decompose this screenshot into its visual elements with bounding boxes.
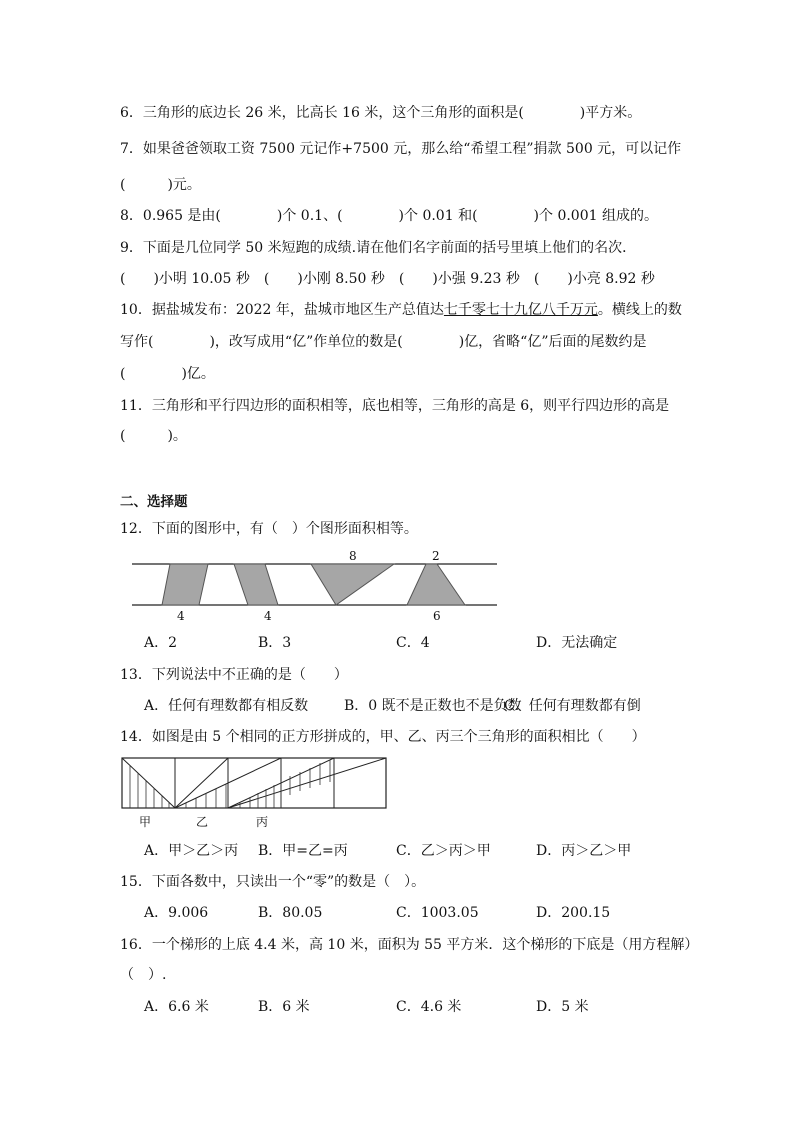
q12-option-a: A．2 [144, 635, 178, 651]
q15-option-d: D．200.15 [536, 905, 611, 921]
q12-label-4b: 4 [264, 609, 272, 623]
question-8: 8．0.965 是由( )个 0.1、( )个 0.01 和( )个 0.001 组成的。 [120, 208, 658, 224]
question-11-line-1: 11．三角形和平行四边形的面积相等，底也相等，三角形的高是 6，则平行四边形的高是 [120, 398, 670, 414]
question-6: 6．三角形的底边长 26 米，比高长 16 米，这个三角形的面积是( )平方米。 [120, 105, 642, 121]
q14-triangle-bing-edge [228, 758, 386, 808]
q12-label-6: 6 [433, 609, 441, 623]
question-7-line-2: ( )元。 [120, 177, 201, 193]
question-7-line-1: 7．如果爸爸领取工资 7500 元记作+7500 元，那么给“希望工程”捐款 500 元，可以记作 [120, 141, 682, 157]
question-16-stem-line-1: 16．一个梯形的上底 4.4 米，高 10 米，面积为 55 平方米．这个梯形的下底是（用方程解） [120, 937, 699, 953]
q16-option-d: D．5 米 [536, 999, 589, 1015]
q10-text-b: 。横线上的数 [597, 302, 682, 318]
question-9-line-2: ( )小明 10.05 秒 ( )小刚 8.50 秒 ( )小强 9.23 秒 ( )小亮 8.92 秒 [120, 271, 655, 287]
q10-underlined-number: 七千零七十九亿八千万元 [443, 302, 598, 318]
question-10-line-2: 写作( )，改写成用“亿”作单位的数是( )亿，省略“亿”后面的尾数约是 [120, 334, 647, 350]
q14-label-yi: 乙 [196, 815, 209, 829]
q12-option-c: C．4 [396, 635, 430, 651]
q14-option-a: A．甲＞乙＞丙 [144, 843, 239, 859]
q14-option-c: C．乙＞丙＞甲 [396, 843, 491, 859]
q15-option-c: C．1003.05 [396, 905, 479, 921]
q14-option-d: D．丙＞乙＞甲 [536, 843, 632, 859]
q12-label-8: 8 [349, 549, 357, 563]
q14-option-b: B．甲=乙=丙 [258, 843, 348, 859]
q14-label-jia: 甲 [139, 815, 152, 829]
q15-option-b: B．80.05 [258, 905, 323, 921]
q14-label-bing: 丙 [256, 815, 269, 829]
question-15-stem: 15．下面各数中，只读出一个“零”的数是（ ）。 [120, 874, 426, 890]
q13-option-b: B．0 既不是正数也不是负数 [344, 698, 522, 714]
question-16-stem-line-2: （ ）. [120, 967, 167, 983]
q16-option-b: B．6 米 [258, 999, 310, 1015]
question-9-line-1: 9．下面是几位同学 50 米短跑的成绩.请在他们名字前面的括号里填上他们的名次． [120, 240, 637, 256]
q12-label-2: 2 [432, 549, 440, 563]
q16-option-a: A．6.6 米 [144, 999, 209, 1015]
q16-option-c: C．4.6 米 [396, 999, 462, 1015]
q10-text-a: 10．据盐城发布：2022 年，盐城市地区生产总值达 [120, 302, 444, 318]
section-title: 二、选择题 [120, 494, 188, 510]
question-14-stem: 14．如图是由 5 个相同的正方形拼成的，甲、乙、丙三个三角形的面积相比（ ） [120, 729, 646, 745]
q13-option-c: C．任何有理数都有倒 [504, 698, 641, 714]
question-12-stem: 12．下面的图形中，有（ ）个图形面积相等。 [120, 521, 418, 537]
q14-yi-hatch [186, 784, 226, 808]
question-11-line-2: ( )。 [120, 428, 187, 444]
q12-option-b: B．3 [258, 635, 292, 651]
q12-option-d: D．无法确定 [536, 635, 618, 651]
question-13-stem: 13．下列说法中不正确的是（ ） [120, 667, 348, 683]
q14-bing-hatch [240, 760, 330, 808]
question-10-line-3: ( )亿。 [120, 366, 215, 382]
q14-jia-hatch [130, 766, 169, 808]
q13-option-a: A．任何有理数都有相反数 [144, 698, 309, 714]
q12-label-4a: 4 [177, 609, 185, 623]
q15-option-a: A．9.006 [144, 905, 209, 921]
